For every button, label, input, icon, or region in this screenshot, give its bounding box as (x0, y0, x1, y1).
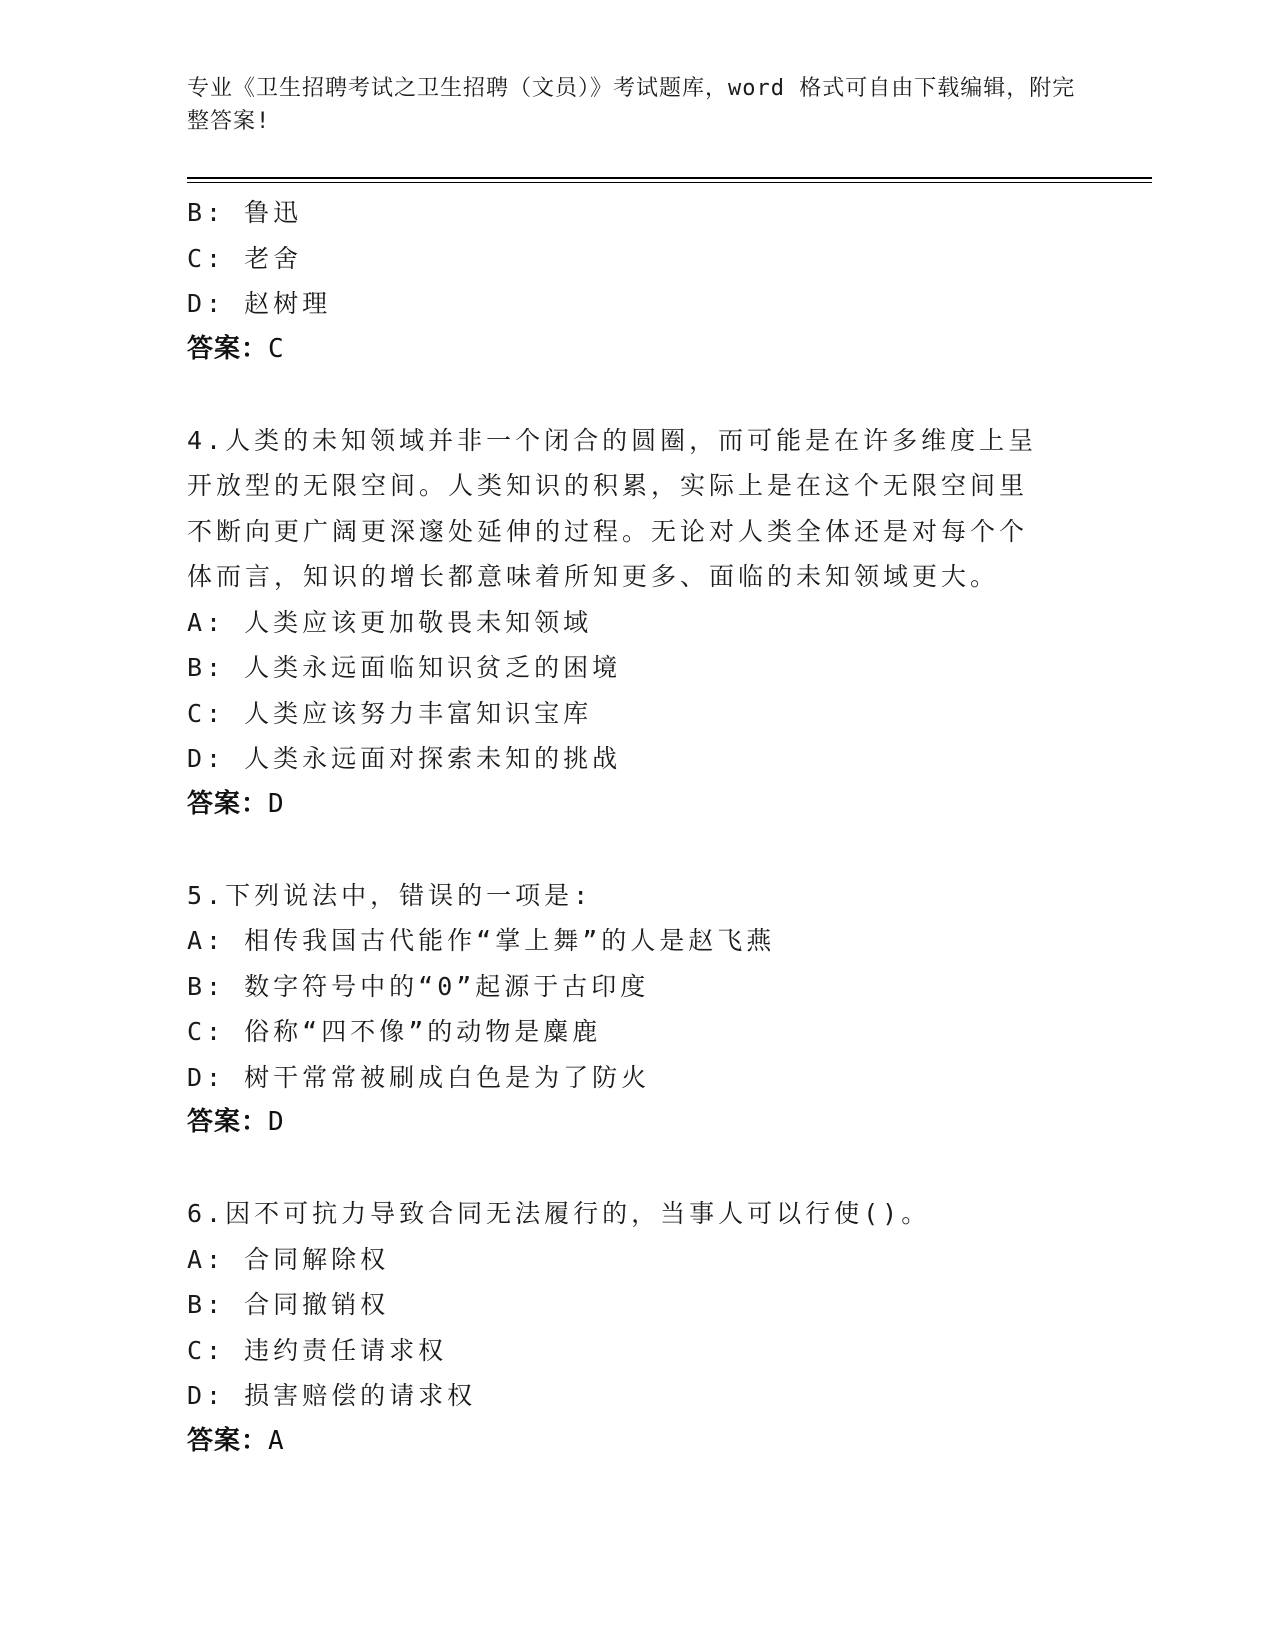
answer-value: C (268, 333, 285, 364)
answer-label: 答案： (187, 788, 269, 819)
question-stem: 4.人类的未知领域并非一个闭合的圆圈，而可能是在许多维度上呈开放型的无限空间。人类知识的积累，实际上是在这个无限空间里不断向更广阔更深邃处延伸的过程。无论对人类全体还是对每个个体而言，知识的增长都意味着所知更多、面临的未知领域更大。 (187, 425, 1038, 591)
option-b: B: 合同撤销权 (187, 1290, 390, 1319)
answer-label: 答案： (187, 1107, 269, 1137)
question-stem: 6.因不可抗力导致合同无法履行的，当事人可以行使()。 (187, 1199, 931, 1228)
option-d: D: 赵树理 (187, 289, 332, 318)
option-c: C: 人类应该努力丰富知识宝库 (187, 698, 593, 728)
answer-line (187, 327, 1067, 373)
answer-label: 答案： (187, 1425, 269, 1456)
answer-label: 答案： (187, 333, 269, 364)
answer-line (187, 1419, 1067, 1465)
document-header: 专业《卫生招聘考试之卫生招聘（文员）》考试题库，word 格式可自由下载编辑，附完整答案! (187, 76, 1076, 134)
question-5 (187, 873, 1067, 1146)
option-a: A: 合同解除权 (187, 1244, 390, 1274)
option-c: C: 违约责任请求权 (187, 1335, 448, 1365)
answer-value: A (268, 1425, 285, 1456)
header-divider-thin (187, 182, 1152, 183)
option-b: B: 人类永远面临知识贫乏的困境 (187, 653, 622, 682)
question-list (187, 190, 1067, 1464)
answer-value: D (268, 1107, 285, 1137)
question-3 (187, 190, 1067, 372)
answer-line (187, 1100, 1067, 1146)
header-divider-thick (187, 177, 1152, 179)
option-c: C: 俗称“四不像”的动物是麋鹿 (187, 1017, 602, 1046)
question-4 (187, 418, 1067, 828)
question-6 (187, 1191, 1067, 1464)
option-d: D: 树干常常被刷成白色是为了防火 (187, 1062, 651, 1092)
option-b: B: 数字符号中的“0”起源于古印度 (187, 971, 650, 1001)
option-d: D: 人类永远面对探索未知的挑战 (187, 744, 622, 773)
option-d: D: 损害赔偿的请求权 (187, 1381, 477, 1410)
option-a: A: 相传我国古代能作“掌上舞”的人是赵飞燕 (187, 926, 776, 955)
answer-line (187, 782, 1067, 828)
option-a: A: 人类应该更加敬畏未知领域 (187, 607, 593, 637)
question-stem: 5.下列说法中，错误的一项是: (187, 880, 593, 910)
option-b: B: 鲁迅 (187, 198, 303, 227)
answer-value: D (268, 788, 285, 819)
option-c: C: 老舍 (187, 243, 303, 273)
